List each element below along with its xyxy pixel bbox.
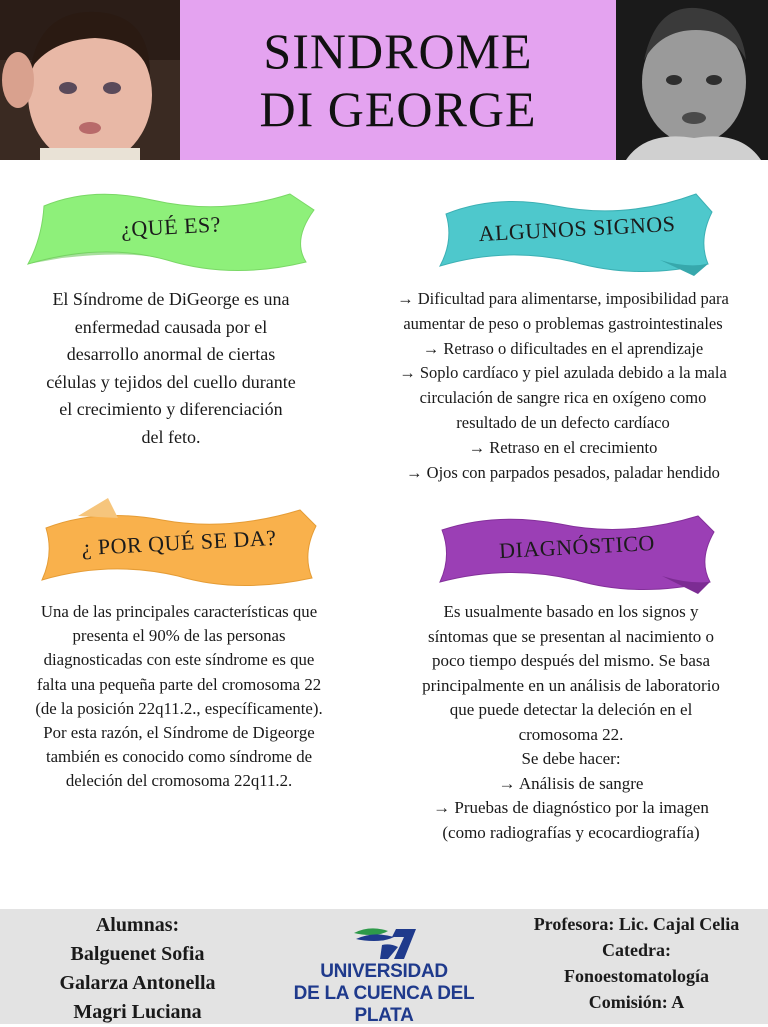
por-que-line: Por esta razón, el Síndrome de Digeorge	[43, 723, 315, 743]
comision: Comisión: A	[588, 992, 685, 1012]
ribbon-que-es	[22, 180, 320, 276]
poster-footer	[0, 909, 768, 1024]
title-line-2: DI GEORGE	[259, 81, 537, 137]
diagnostico-line: → Pruebas de diagnóstico por la imagen	[433, 798, 709, 817]
diagnostico-line: → Análisis de sangre	[498, 773, 644, 793]
por-que-line: falta una pequeña parte del cromosoma 22	[36, 674, 322, 694]
ribbon-algunos-signos	[436, 184, 718, 276]
que-es-line: el crecimiento y diferenciación	[59, 399, 283, 419]
heading-diagnostico: DIAGNÓSTICO	[498, 529, 656, 564]
heading-algunos-signos: ALGUNOS SIGNOS	[477, 210, 677, 247]
logo-line-2: DE LA CUENCA DEL PLATA	[293, 983, 475, 1026]
text-que-es	[6, 286, 336, 451]
ribbon-por-que	[38, 494, 320, 590]
title-line-1: SINDROME	[263, 23, 533, 79]
diagnostico-line: (como radiografías y ecocardiografía)	[442, 822, 700, 842]
logo-line-1: UNIVERSIDAD	[320, 961, 448, 982]
diagnostico-line: Es usualmente basado en los signos y	[443, 602, 699, 621]
student-name: Balguenet Sofia	[70, 943, 205, 965]
text-algunos-signos	[358, 287, 768, 485]
university-logo	[270, 923, 498, 1026]
por-que-line: (de la posición 22q11.2., específicamente).	[35, 698, 323, 718]
student-name: Galarza Antonella	[59, 972, 216, 994]
diagnostico-line: Se debe hacer:	[521, 749, 621, 768]
signos-line: → Dificultad para alimentarse, imposibilidad para	[397, 289, 729, 308]
catedra-name: Fonoestomatología	[564, 966, 709, 986]
diagnostico-line: síntomas que se presentan al nacimiento o	[427, 626, 715, 646]
diagnostico-line: principalmente en un análisis de laboratorio	[422, 675, 720, 695]
signos-line: → Retraso en el crecimiento	[468, 437, 658, 457]
university-emblem-icon	[270, 923, 498, 963]
professor-block	[505, 909, 768, 1015]
que-es-line: enfermedad causada por el	[74, 316, 268, 337]
signos-line: resultado de un defecto cardíaco	[456, 412, 670, 432]
catedra-label: Catedra:	[602, 940, 671, 960]
que-es-line: desarrollo anormal de ciertas	[66, 344, 276, 364]
child-photo-left	[0, 0, 180, 160]
que-es-line: células y tejidos del cuello durante	[46, 371, 296, 392]
por-que-line: diagnosticadas con este síndrome es que	[43, 650, 315, 670]
signos-line: aumentar de peso o problemas gastrointestinales	[403, 313, 723, 333]
por-que-line: deleción del cromosoma 22q11.2.	[65, 771, 293, 791]
title-box	[180, 0, 616, 160]
signos-line: → Soplo cardíaco y piel azulada debido a la mala	[399, 363, 727, 383]
poster-header	[0, 0, 768, 160]
text-diagnostico	[380, 600, 762, 845]
students-label: Alumnas:	[95, 914, 180, 936]
diagnostico-line: poco tiempo después del mismo. Se basa	[431, 651, 711, 670]
signos-line: → Retraso o dificultades en el aprendizaje	[422, 338, 704, 358]
por-que-line: Una de las principales características que	[40, 602, 318, 621]
child-photo-right	[616, 0, 768, 160]
ribbon-diagnostico	[436, 504, 718, 596]
signos-line: → Ojos con parpados pesados, paladar hendido	[406, 462, 720, 482]
que-es-line: del feto.	[141, 426, 201, 447]
text-por-que	[6, 600, 352, 794]
diagnostico-line: que puede detectar la deleción en el	[449, 700, 693, 719]
students-block	[20, 909, 255, 1027]
professor-name: Profesora: Lic. Cajal Celia	[533, 914, 740, 934]
signos-line: circulación de sangre rica en oxígeno como	[419, 388, 707, 408]
por-que-line: también es conocido como síndrome de	[45, 747, 313, 767]
heading-por-que: ¿ POR QUÉ SE DA?	[80, 524, 277, 561]
diagnostico-line: cromosoma 22.	[518, 724, 624, 744]
por-que-line: presenta el 90% de las personas	[72, 626, 286, 646]
student-name: Magri Luciana	[73, 1001, 202, 1023]
que-es-line: El Síndrome de DiGeorge es una	[52, 289, 290, 309]
heading-que-es: ¿QUÉ ES?	[120, 211, 222, 242]
